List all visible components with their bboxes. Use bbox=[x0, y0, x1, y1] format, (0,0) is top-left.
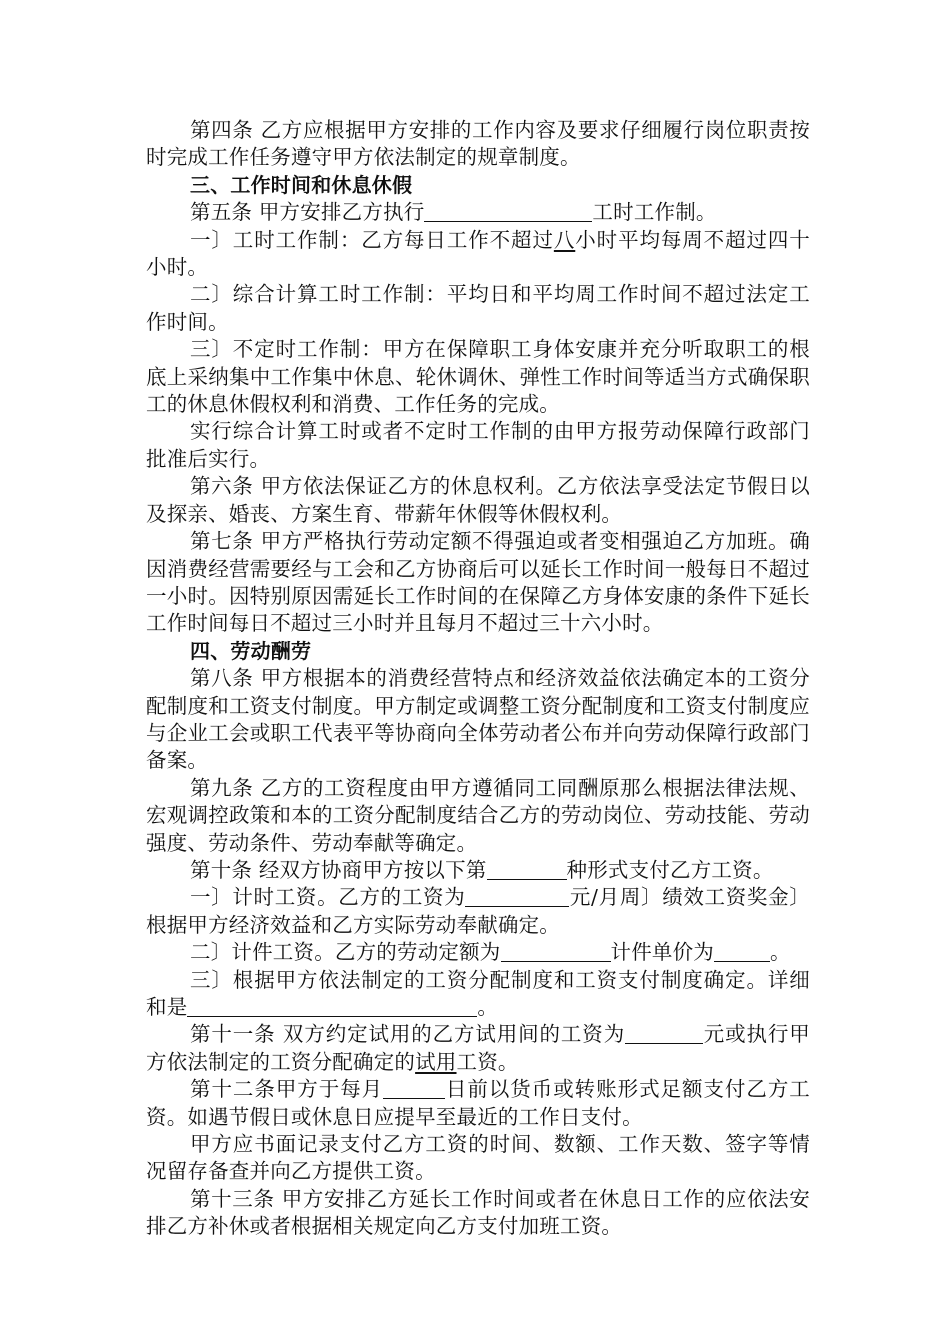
wage-system-text-b: 。 bbox=[477, 995, 499, 1019]
work-hours-system-blank[interactable] bbox=[424, 201, 592, 222]
article-11-text-c: 工资。 bbox=[456, 1049, 519, 1074]
article-5-text-a: 第五条 甲方安排乙方执行 bbox=[190, 200, 425, 225]
payment-form-blank[interactable] bbox=[487, 859, 567, 880]
pay-day-blank[interactable] bbox=[383, 1078, 445, 1099]
probation-wage-blank[interactable] bbox=[625, 1023, 703, 1044]
section-3-heading bbox=[146, 172, 810, 199]
article-13-text: 第十三条 甲方安排乙方延长工作时间或者在休息日工作的应依法安排乙方补休或者根据相关规定向乙方支付加班工资。 bbox=[146, 1186, 810, 1239]
pay-record-text: 甲方应书面记录支付乙方工资的时间、数额、工作天数、签字等情况留存备查并向乙方提供工资。 bbox=[146, 1132, 810, 1184]
article-10-text-a: 第十条 经双方协商甲方按以下第 bbox=[190, 857, 487, 882]
standard-hours-clause bbox=[146, 227, 810, 282]
piece-wage-clause bbox=[146, 939, 810, 966]
document-page bbox=[146, 117, 810, 1241]
article-5-text-b: 工时工作制。 bbox=[592, 200, 717, 225]
article-6-text: 第六条 甲方依法保证乙方的休息权利。乙方依法享受法定节假日以及探亲、婚丧、方案生育、带薪年休假等休假权利。 bbox=[146, 474, 810, 526]
standard-hours-text-a: 一〕工时工作制：乙方每日工作不超过 bbox=[190, 227, 554, 252]
section-4-title: 四、劳动酬劳 bbox=[190, 638, 312, 663]
article-10 bbox=[146, 857, 810, 884]
time-wage-text-a: 一〕计时工资。乙方的工资为 bbox=[190, 885, 466, 910]
comprehensive-hours-text: 二〕综合计算工时工作制：平均日和平均周工作时间不超过法定工作时间。 bbox=[146, 282, 810, 334]
section-3-title: 三、工作时间和休息休假 bbox=[190, 172, 413, 197]
article-9-text: 第九条 乙方的工资程度由甲方遵循同工同酬原那么根据法律法规、宏观调控政策和本的工资分配制度结合乙方的劳动岗位、劳动技能、劳动强度、劳动条件、劳动奉献等确定。 bbox=[146, 775, 810, 855]
monthly-wage-blank[interactable] bbox=[465, 886, 569, 907]
flexible-hours-clause bbox=[146, 336, 810, 418]
article-10-text-b: 种形式支付乙方工资。 bbox=[566, 857, 774, 882]
piece-wage-text-a: 二〕计件工资。乙方的劳动定额为 bbox=[190, 940, 501, 965]
standard-hours-text-b: 小时平均每周不超过四十小时。 bbox=[146, 227, 810, 280]
wage-system-text-a: 三〕根据甲方依法制定的工资分配制度和工资支付制度确定。详细和是 bbox=[146, 967, 810, 1019]
time-wage-text-b: 元/月周〕绩效工资奖金〕根据甲方经济效益和乙方实际劳动奉献确定。 bbox=[146, 885, 810, 937]
article-7 bbox=[146, 528, 810, 638]
article-12-text-b: 日前以货币或转账形式足额支付乙方工资。如遇节假日或休息日应提早至最近的工作日支付。 bbox=[146, 1077, 810, 1129]
article-8-text: 第八条 甲方根据本的消费经营特点和经济效益依法确定本的工资分配制度和工资支付制度。甲方制定或调整工资分配制度和工资支付制度应与企业工会或职工代表平等协商向全体劳动者公布并向劳动保障行政部门备案。 bbox=[146, 666, 810, 773]
hours-approval-text: 实行综合计算工时或者不定时工作制的由甲方报劳动保障行政部门批准后实行。 bbox=[146, 419, 810, 471]
piece-rate-blank[interactable] bbox=[714, 941, 770, 962]
section-4-heading bbox=[146, 638, 810, 665]
article-7-text: 第七条 甲方严格执行劳动定额不得强迫或者变相强迫乙方加班。确因消费经营需要经与工会和乙方协商后可以延长工作时间一般每日不超过一小时。因特别原因需延长工作时间的在保障乙方身体安康的条件下延长工作时间每日不超过三小时并且每月不超过三十六小时。 bbox=[146, 529, 810, 636]
time-wage-clause bbox=[146, 884, 810, 939]
article-11 bbox=[146, 1021, 810, 1076]
piece-wage-text-c: 。 bbox=[770, 940, 791, 965]
article-12-text-a: 第十二条甲方于每月 bbox=[190, 1077, 384, 1102]
wage-detail-blank[interactable] bbox=[187, 996, 477, 1017]
article-11-text-b: 元或执行甲方依法制定的工资分配确定的 bbox=[146, 1022, 810, 1074]
piece-wage-text-b: 计件单价为 bbox=[610, 940, 714, 965]
pay-record-clause bbox=[146, 1131, 810, 1186]
article-13 bbox=[146, 1186, 810, 1241]
wage-system-clause bbox=[146, 967, 810, 1022]
article-5 bbox=[146, 199, 810, 226]
article-11-text-a: 第十一条 双方约定试用的乙方试用间的工资为 bbox=[190, 1022, 626, 1047]
article-12 bbox=[146, 1076, 810, 1131]
daily-hours-value: 八 bbox=[553, 227, 576, 252]
article-9 bbox=[146, 775, 810, 857]
article-6 bbox=[146, 473, 810, 528]
article-8 bbox=[146, 665, 810, 775]
labor-quota-blank[interactable] bbox=[501, 941, 611, 962]
probation-term: 试用 bbox=[415, 1049, 457, 1074]
comprehensive-hours-clause bbox=[146, 281, 810, 336]
hours-approval-note bbox=[146, 418, 810, 473]
flexible-hours-text: 三〕不定时工作制：甲方在保障职工身体安康并充分听取职工的根底上采纳集中工作集中休息、轮休调休、弹性工作时间等适当方式确保职工的休息休假权利和消费、工作任务的完成。 bbox=[146, 337, 810, 417]
article-4 bbox=[146, 117, 810, 172]
article-4-text: 第四条 乙方应根据甲方安排的工作内容及要求仔细履行岗位职责按时完成工作任务遵守甲方依法制定的规章制度。 bbox=[146, 118, 810, 170]
